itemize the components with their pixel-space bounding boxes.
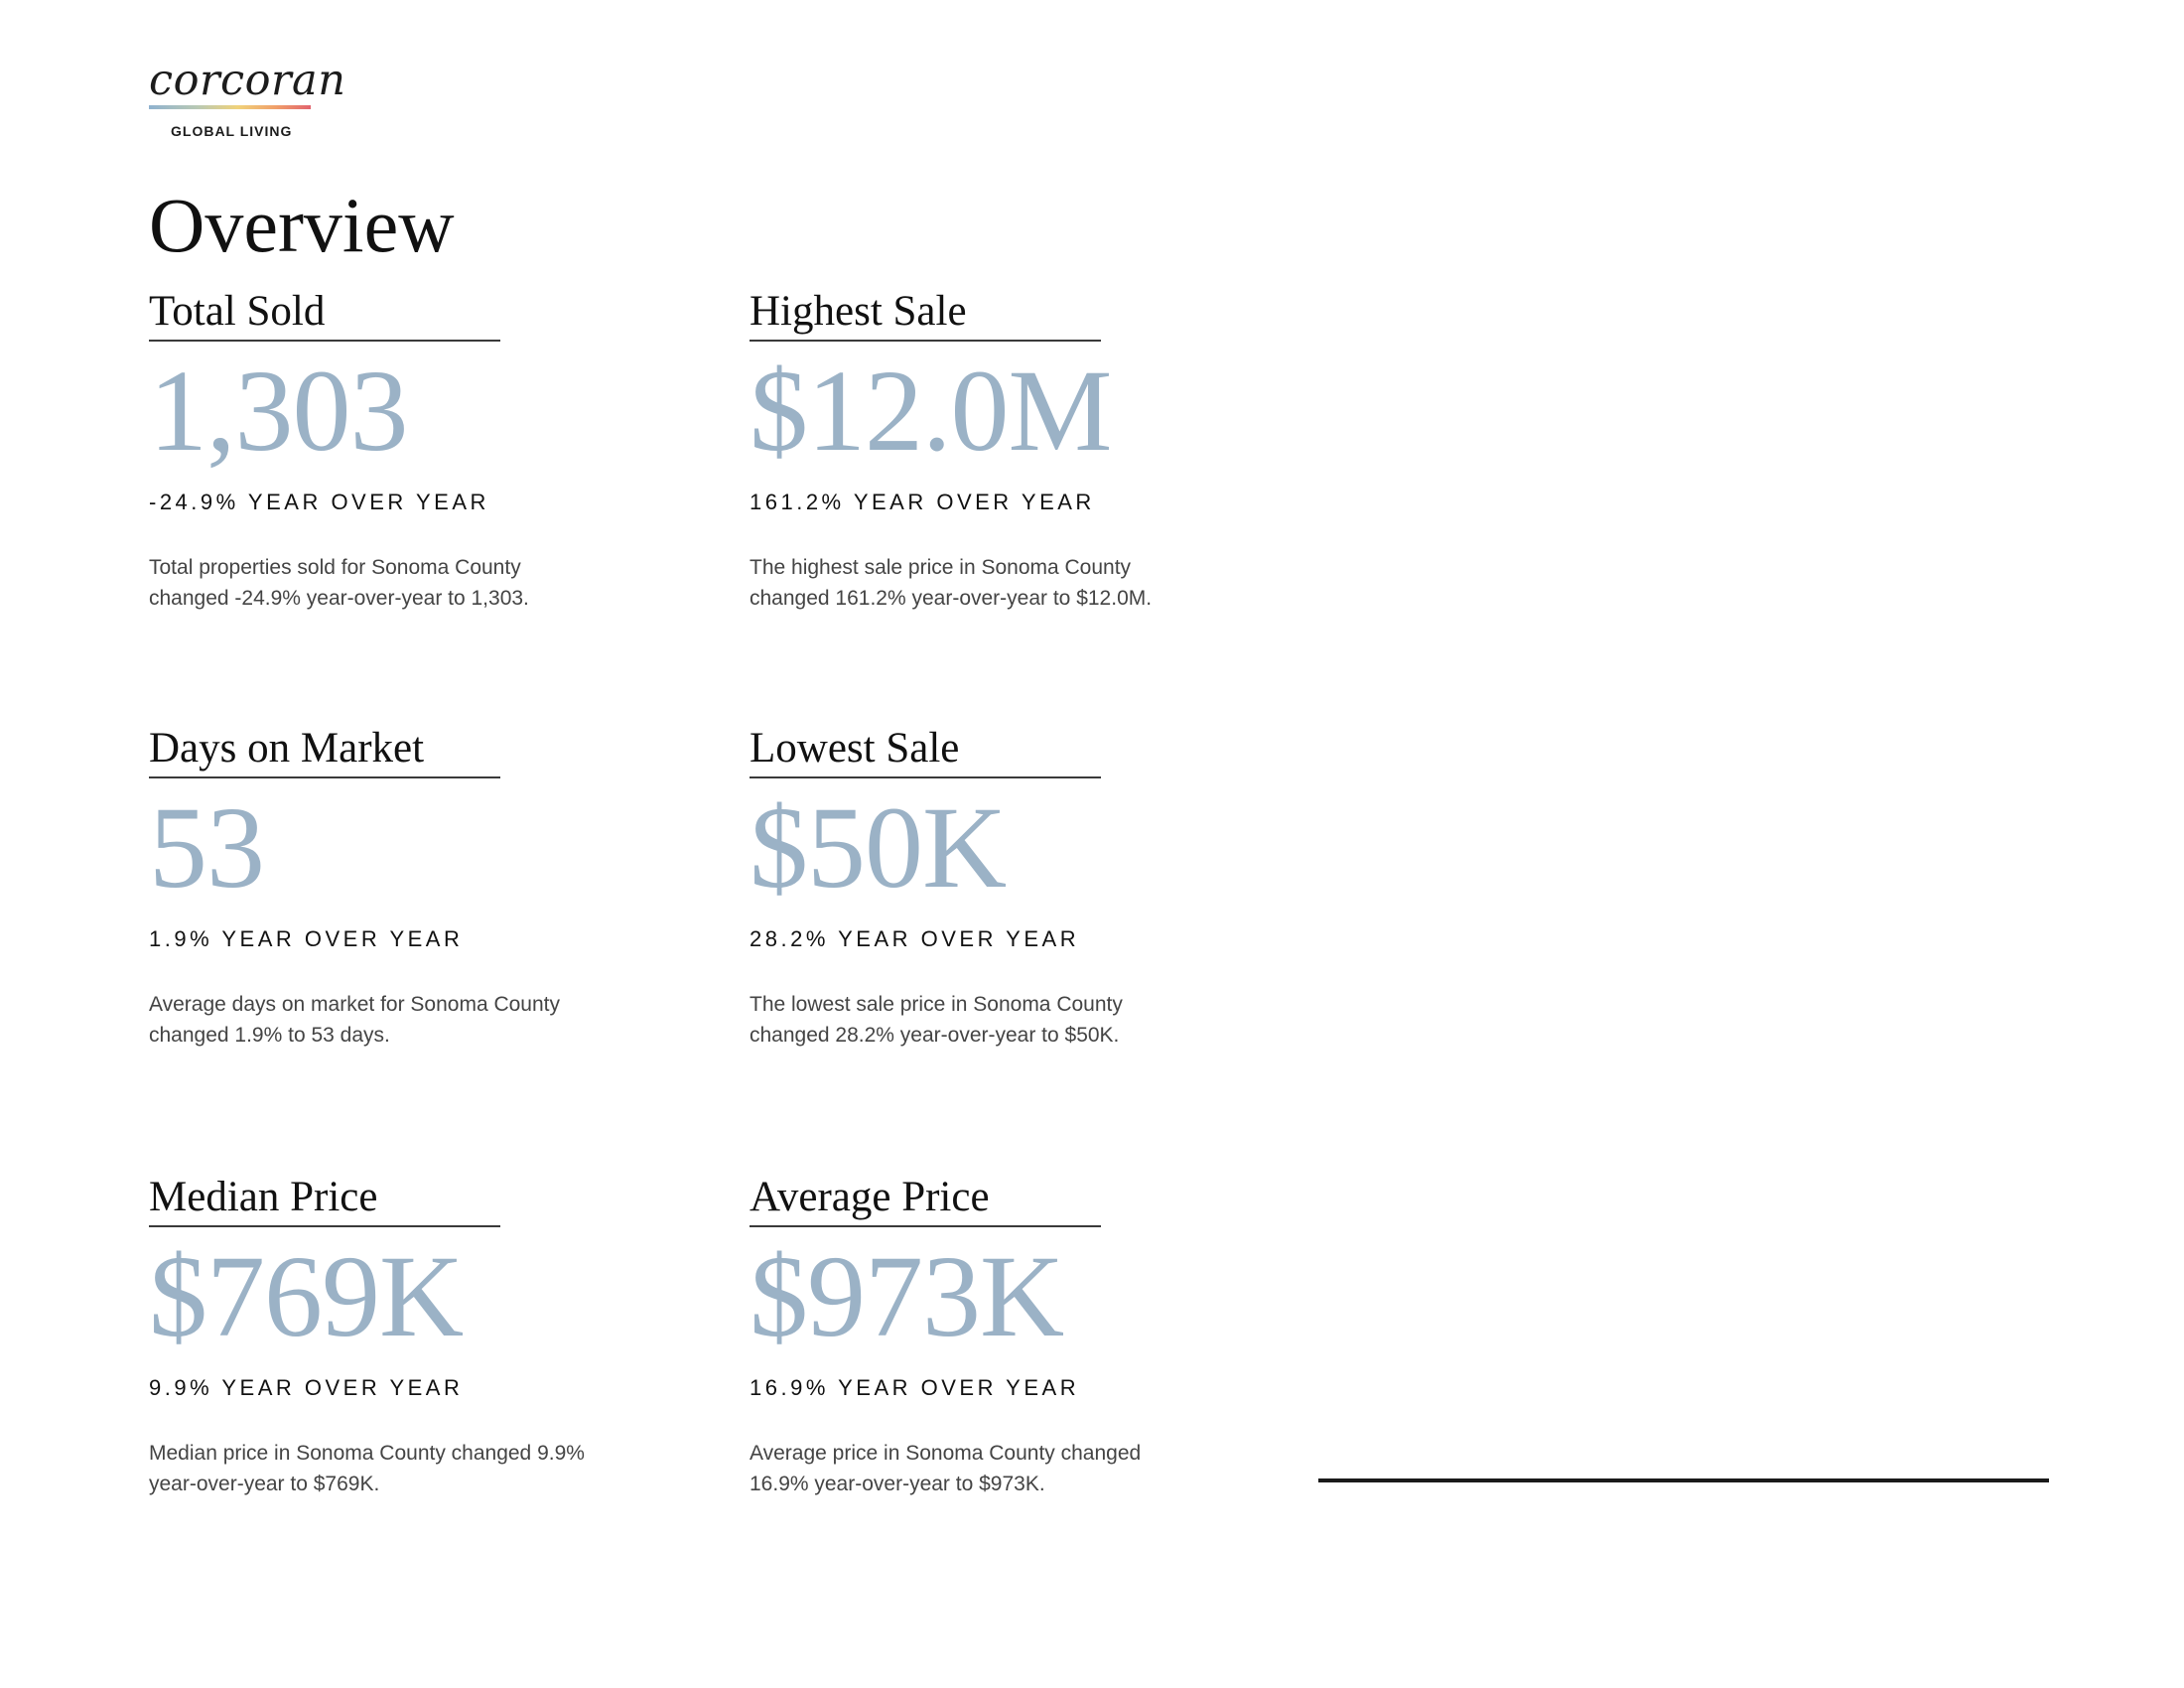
stat-value: 1,303 [149,346,408,476]
stat-heading: Median Price [149,1174,378,1220]
stat-description: The highest sale price in Sonoma County changed 161.2% year-over-year to $12.0M. [750,556,1153,610]
stat-heading: Lowest Sale [750,725,960,772]
logo-wordmark: corcoran [149,56,346,105]
heading-divider [149,776,500,778]
stat-description: Median price in Sonoma County changed 9.9% year-over-year to $769K. [149,1442,585,1495]
stat-heading: Total Sold [149,288,326,335]
stat-value: 53 [149,782,264,913]
stat-heading: Highest Sale [750,288,967,335]
stat-median-price [149,1172,615,1499]
stat-value: $973K [750,1231,1064,1361]
stat-change: 9.9% YEAR OVER YEAR [149,1375,464,1400]
stat-value: $769K [149,1231,464,1361]
stat-heading: Days on Market [149,725,425,772]
stat-total-sold [149,286,615,614]
heading-divider [149,340,500,342]
stat-description: The lowest sale price in Sonoma County changed 28.2% year-over-year to $50K. [750,993,1123,1047]
stat-description: Total properties sold for Sonoma County changed -24.9% year-over-year to 1,303. [149,556,529,610]
stat-change: 1.9% YEAR OVER YEAR [149,926,464,951]
stat-days-on-market [149,723,615,1051]
heading-divider [750,1225,1101,1227]
stat-value: $50K [750,782,1007,913]
corcoran-logo [149,56,346,139]
stat-change: 161.2% YEAR OVER YEAR [750,490,1095,514]
stat-average-price [750,1172,1216,1499]
stat-change: 16.9% YEAR OVER YEAR [750,1375,1080,1400]
stat-change: -24.9% YEAR OVER YEAR [149,490,489,514]
heading-divider [750,776,1101,778]
heading-divider [750,340,1101,342]
decorative-divider [1318,1478,2049,1482]
logo-gradient-bar [149,105,311,109]
stat-description: Average days on market for Sonoma County changed 1.9% to 53 days. [149,993,561,1047]
heading-divider [149,1225,500,1227]
stat-description: Average price in Sonoma County changed 16.9% year-over-year to $973K. [750,1442,1142,1495]
stat-value: $12.0M [750,346,1112,476]
stat-lowest-sale [750,723,1216,1051]
logo-tagline: GLOBAL LIVING [171,123,293,139]
stat-highest-sale [750,286,1216,614]
stat-change: 28.2% YEAR OVER YEAR [750,926,1080,951]
page-title: Overview [149,182,455,268]
stat-heading: Average Price [750,1174,990,1220]
